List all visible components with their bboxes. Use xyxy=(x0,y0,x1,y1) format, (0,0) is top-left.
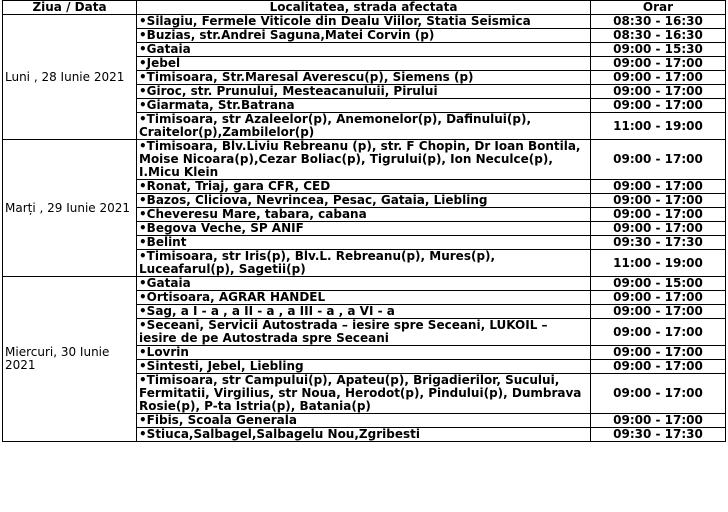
location-cell: •Belint xyxy=(137,236,591,250)
hours-cell: 09:30 - 17:30 xyxy=(591,428,726,442)
hours-cell: 11:00 - 19:00 xyxy=(591,113,726,140)
hours-cell: 09:00 - 17:00 xyxy=(591,140,726,180)
table-body xyxy=(3,15,726,442)
column-header-day: Ziua / Data xyxy=(3,1,137,15)
hours-cell: 09:00 - 17:00 xyxy=(591,305,726,319)
hours-cell: 09:00 - 17:00 xyxy=(591,222,726,236)
table-header-row xyxy=(3,1,726,15)
location-cell: •Jebel xyxy=(137,57,591,71)
table-row xyxy=(3,15,726,29)
location-cell: •Timisoara, str Campului(p), Apateu(p), Brigadierilor, Sucului, Fermitatii, Virgilius, str Noua, Herodot(p), Pindului(p), Dumbrava Rosie(p), P-ta Istria(p), Batania(p) xyxy=(137,374,591,414)
hours-cell: 09:00 - 17:00 xyxy=(591,57,726,71)
location-cell: •Timisoara, str Azaleelor(p), Anemonelor(p), Dafinului(p), Craitelor(p),Zambilelor(p) xyxy=(137,113,591,140)
location-cell: •Gataia xyxy=(137,43,591,57)
hours-cell: 09:00 - 17:00 xyxy=(591,346,726,360)
location-cell: •Gataia xyxy=(137,277,591,291)
location-cell: •Giroc, str. Prunului, Mesteacanuluii, Pirului xyxy=(137,85,591,99)
hours-cell: 09:00 - 17:00 xyxy=(591,414,726,428)
location-cell: •Timisoara, Blv.Liviu Rebreanu (p), str. F Chopin, Dr Ioan Bontila, Moise Nicoara(p),Cezar Boliac(p), Tigrului(p), Ion Neculce(p), I.Micu Klein xyxy=(137,140,591,180)
hours-cell: 09:30 - 17:30 xyxy=(591,236,726,250)
hours-cell: 09:00 - 17:00 xyxy=(591,194,726,208)
location-cell: •Buzias, str.Andrei Saguna,Matei Corvin (p) xyxy=(137,29,591,43)
location-cell: •Sag, a I - a , a II - a , a III - a , a VI - a xyxy=(137,305,591,319)
location-cell: •Fibis, Scoala Generala xyxy=(137,414,591,428)
day-date-cell: Luni , 28 Iunie 2021 xyxy=(3,15,137,140)
location-cell: •Begova Veche, SP ANIF xyxy=(137,222,591,236)
hours-cell: 09:00 - 17:00 xyxy=(591,99,726,113)
location-cell: •Timisoara, str Iris(p), Blv.L. Rebreanu(p), Mures(p), Luceafarul(p), Sagetii(p) xyxy=(137,250,591,277)
hours-cell: 09:00 - 17:00 xyxy=(591,180,726,194)
hours-cell: 08:30 - 16:30 xyxy=(591,15,726,29)
column-header-hours: Orar xyxy=(591,1,726,15)
hours-cell: 09:00 - 17:00 xyxy=(591,291,726,305)
hours-cell: 09:00 - 17:00 xyxy=(591,71,726,85)
day-date-cell: Marți , 29 Iunie 2021 xyxy=(3,140,137,277)
hours-cell: 09:00 - 15:30 xyxy=(591,43,726,57)
table-row xyxy=(3,277,726,291)
table-row xyxy=(3,140,726,180)
location-cell: •Ronat, Triaj, gara CFR, CED xyxy=(137,180,591,194)
location-cell: •Ortisoara, AGRAR HANDEL xyxy=(137,291,591,305)
location-cell: •Cheveresu Mare, tabara, cabana xyxy=(137,208,591,222)
hours-cell: 09:00 - 17:00 xyxy=(591,374,726,414)
hours-cell: 09:00 - 17:00 xyxy=(591,319,726,346)
hours-cell: 09:00 - 17:00 xyxy=(591,360,726,374)
day-date-cell: Miercuri, 30 Iunie 2021 xyxy=(3,277,137,442)
location-cell: •Lovrin xyxy=(137,346,591,360)
location-cell: •Giarmata, Str.Batrana xyxy=(137,99,591,113)
hours-cell: 09:00 - 15:00 xyxy=(591,277,726,291)
hours-cell: 09:00 - 17:00 xyxy=(591,85,726,99)
location-cell: •Silagiu, Fermele Viticole din Dealu Viilor, Statia Seismica xyxy=(137,15,591,29)
location-cell: •Bazos, Cliciova, Nevrincea, Pesac, Gataia, Liebling xyxy=(137,194,591,208)
location-cell: •Seceani, Servicii Autostrada – iesire spre Seceani, LUKOIL – iesire de pe Autostrada spre Seceani xyxy=(137,319,591,346)
hours-cell: 09:00 - 17:00 xyxy=(591,208,726,222)
location-cell: •Stiuca,Salbagel,Salbagelu Nou,Zgribesti xyxy=(137,428,591,442)
outage-schedule-table xyxy=(2,0,726,442)
location-cell: •Timisoara, Str.Maresal Averescu(p), Siemens (p) xyxy=(137,71,591,85)
hours-cell: 08:30 - 16:30 xyxy=(591,29,726,43)
location-cell: •Sintesti, Jebel, Liebling xyxy=(137,360,591,374)
hours-cell: 11:00 - 19:00 xyxy=(591,250,726,277)
column-header-location: Localitatea, strada afectata xyxy=(137,1,591,15)
